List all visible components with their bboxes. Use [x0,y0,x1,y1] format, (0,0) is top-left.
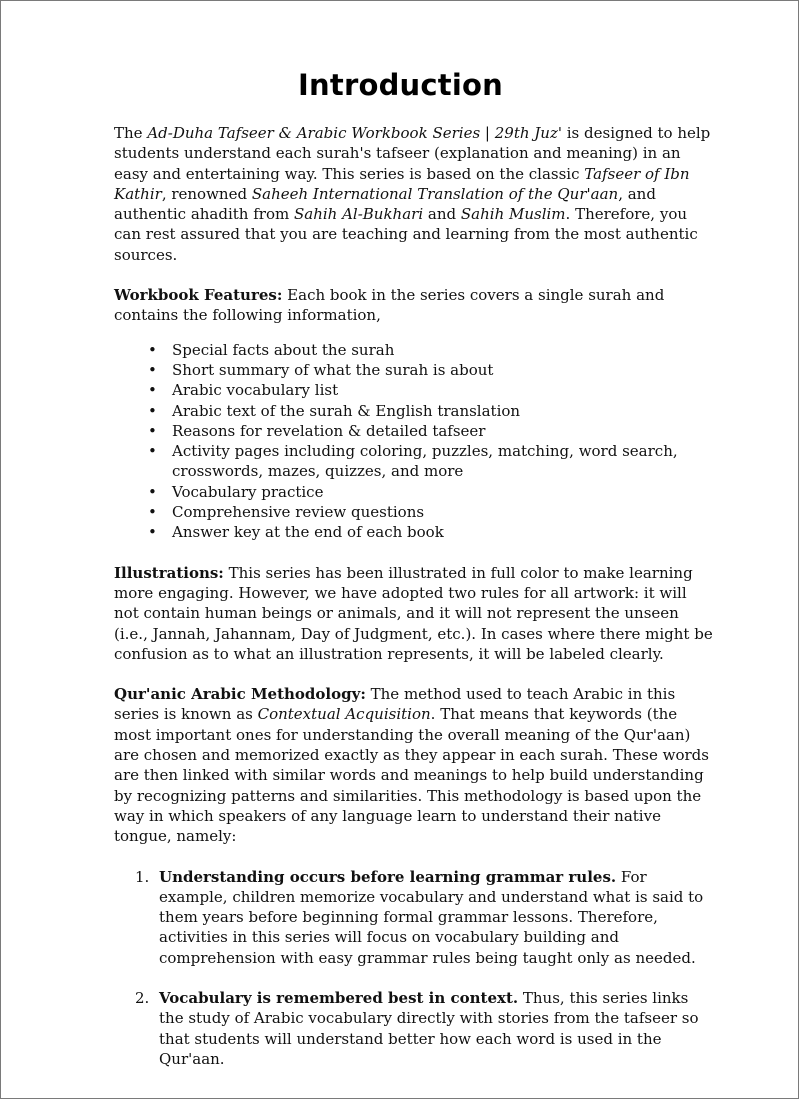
features-paragraph [114,285,714,326]
intro-paragraph [114,123,714,265]
intro-text: , renowned [161,184,252,203]
features-text: Each book in the series covers a single surah and contains the following information, [114,286,665,325]
intro-text: . Therefore, you can rest assured that you are teaching and learning from the most authentic sources. [114,205,698,264]
item-number: 1. [135,867,150,886]
list-item: • Answer key at the end of each book [172,522,714,542]
list-item: • Short summary of what the surah is about [172,360,714,380]
features-list [114,340,714,543]
list-item: • Arabic vocabulary list [172,380,714,400]
tafseer-title: Tafseer of Ibn Kathir [114,164,690,203]
illustrations-text: This series has been illustrated in full color to make learning more engaging. However, we have adopted two rules for all artwork: it will not contain human beings or animals, and it will not represent the unseen (i.e., Jannah, Jahannam, Day of Judgment, etc.). In cases where there might be confusion as to what an illustration represents, it will be labeled clearly. [114,563,713,663]
method-name: Contextual Acquisition [257,705,431,724]
bukhari-title: Sahih Al-Bukhari [293,205,424,224]
item-text: For example, children memorize vocabulary and understand what is said to them years before beginning formal grammar lessons. Therefore, activities in this series will focus on vocabulary building and comprehension with easy grammar rules being taught only as needed. [159,867,704,967]
list-item: • Special facts about the surah [172,340,714,360]
illustrations-paragraph [114,563,714,664]
intro-text: is designed to help students understand each surah's tafseer (explanation and meaning) in an easy and entertaining way. This series is based on the classic [114,124,711,183]
intro-text: and [423,205,461,224]
item-heading: Understanding occurs before learning grammar rules. [159,867,617,886]
list-item: • Vocabulary practice [172,482,714,502]
list-item: • Reasons for revelation & detailed tafseer [172,421,714,441]
list-item [135,988,714,1069]
methods-list [114,867,714,1070]
series-title: Ad-Duha Tafseer & Arabic Workbook Series | 29th Juz' [147,124,562,142]
features-heading: Workbook Features: [114,286,283,305]
intro-text: , and authentic ahadith from [114,184,656,224]
list-item: • Arabic text of the surah & English translation [172,401,714,421]
muslim-title: Sahih Muslim [460,205,566,224]
methodology-text: The method used to teach Arabic in this series is known as [114,685,676,724]
intro-text: The [114,124,148,142]
list-item: • Comprehensive review questions [172,502,714,522]
page-title: Introduction [298,68,503,102]
list-item: • Activity pages including coloring, puzzles, matching, word search, crosswords, mazes, quizzes, and more [172,441,714,482]
methodology-heading: Qur'anic Arabic Methodology: [114,685,366,704]
translation-title: Saheeh International Translation of the Qur'aan [251,184,619,203]
page-content [114,123,714,1089]
methodology-paragraph [114,684,714,846]
item-number: 2. [135,988,150,1007]
list-item [135,867,714,968]
illustrations-heading: Illustrations: [114,563,224,582]
item-heading: Vocabulary is remembered best in context. [159,988,519,1007]
item-text: Thus, this series links the study of Arabic vocabulary directly with stories from the tafseer so that students will understand better how each word is used in the Qur'aan. [159,988,699,1068]
methodology-text: . That means that keywords (the most important ones for understanding the overall meaning of the Qur'aan) are chosen and memorized exactly as they appear in each surah. These words are then linked with similar words and meanings to help build understanding by recognizing patterns and similarities. This methodology is based upon the way in which speakers of any language learn to understand their native tongue, namely: [114,705,709,846]
